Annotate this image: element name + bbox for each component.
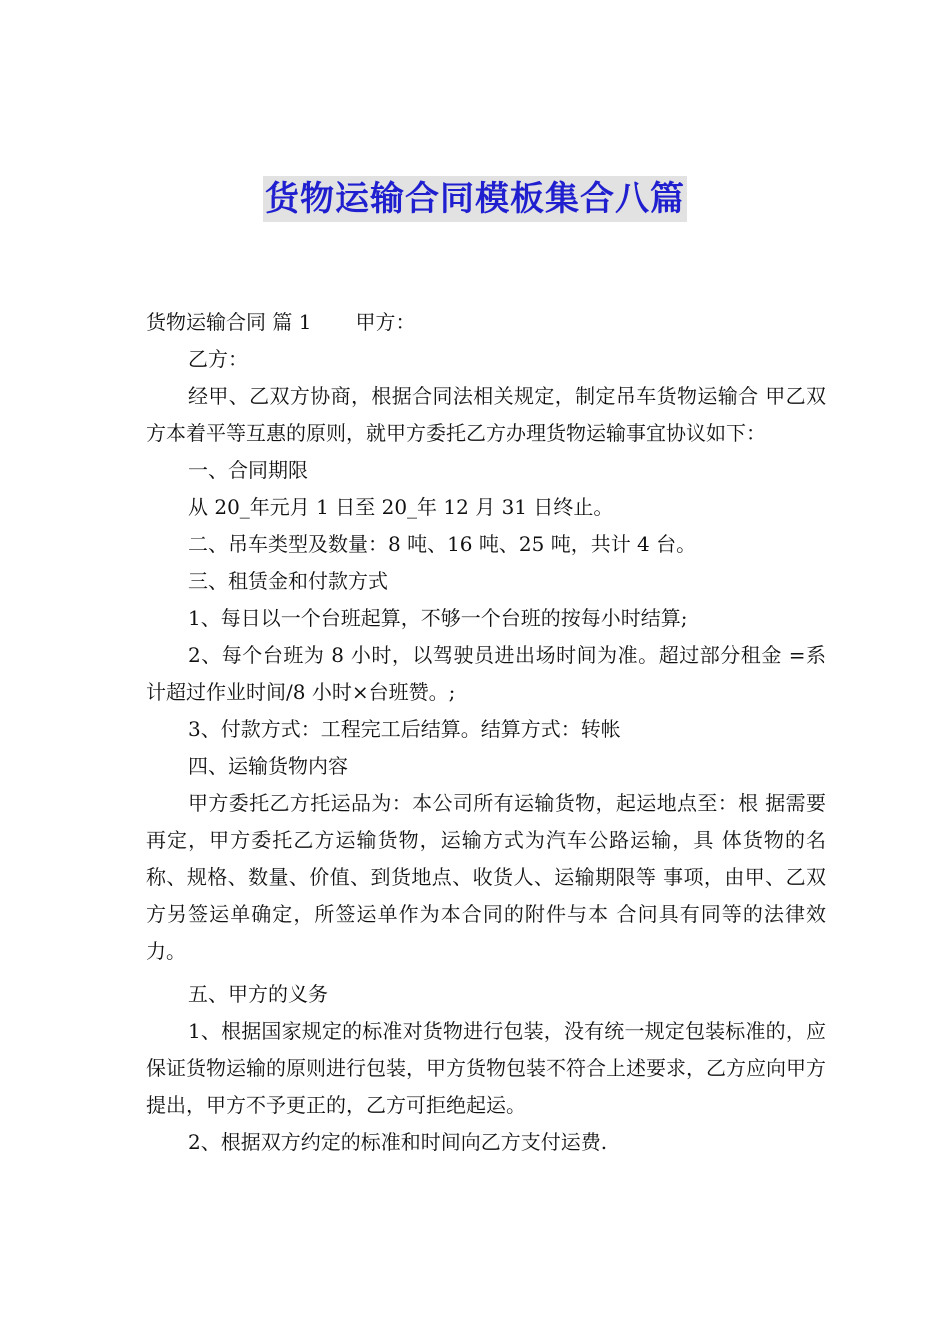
section-heading-goods: 四、运输货物内容 (188, 754, 348, 778)
paragraph-intro: 经甲、乙双方协商，根据合同法相关规定，制定吊车货物运输合 甲乙双方本着平等互惠的原则，就甲方委托乙方办理货物运输事宜协议如下： (146, 384, 826, 445)
paragraph-obligation-1: 1、根据国家规定的标准对货物进行包装，没有统一规定包装标准的，应保证货物运输的原则进行包装，甲方货物包装不符合上述要求，乙方应向甲方提出，甲方不予更正的，乙方可拒绝起运。 (146, 1019, 826, 1117)
section-heading-obligations: 五、甲方的义务 (188, 982, 328, 1006)
contract-section-label: 货物运输合同 篇 1 (146, 310, 312, 334)
contract-heading-line (146, 304, 826, 341)
section-heading-payment: 三、租赁金和付款方式 (188, 569, 388, 593)
paragraph-obligation-2: 2、根据双方约定的标准和时间向乙方支付运费. (188, 1130, 608, 1154)
paragraph-payment-2: 2、每个台班为 8 小时，以驾驶员进出场时间为准。超过部分租金 =系计超过作业时间/8 小时×台班赞。; (146, 643, 826, 704)
paragraph-term: 从 20_年元月 1 日至 20_年 12 月 31 日终止。 (188, 495, 614, 519)
paragraph-payment-1: 1、每日以一个台班起算，不够一个台班的按每小时结算; (188, 606, 688, 630)
paragraph-goods: 甲方委托乙方托运品为：本公司所有运输货物，起运地点至：根 据需要再定，甲方委托乙方运输货物，运输方式为汽车公路运输，具 体货物的名称、规格、数量、价值、到货地点、收货人、运输期限等 事项，由甲、乙双方另签运单确定，所签运单作为本合同的附件与本 合问具有同等的法律效力。 (146, 791, 826, 963)
paragraph-crane-types: 二、吊车类型及数量：8 吨、16 吨、25 吨，共计 4 台。 (188, 532, 697, 556)
party-b-label: 乙方： (188, 347, 248, 371)
title-wrapper (0, 176, 950, 222)
paragraph-payment-3: 3、付款方式：工程完工后结算。结算方式：转帐 (188, 717, 621, 741)
document-title: 货物运输合同模板集合八篇 (263, 176, 687, 222)
document-body (146, 304, 826, 1161)
party-a-label: 甲方： (355, 310, 416, 334)
section-heading-term: 一、合同期限 (188, 458, 308, 482)
